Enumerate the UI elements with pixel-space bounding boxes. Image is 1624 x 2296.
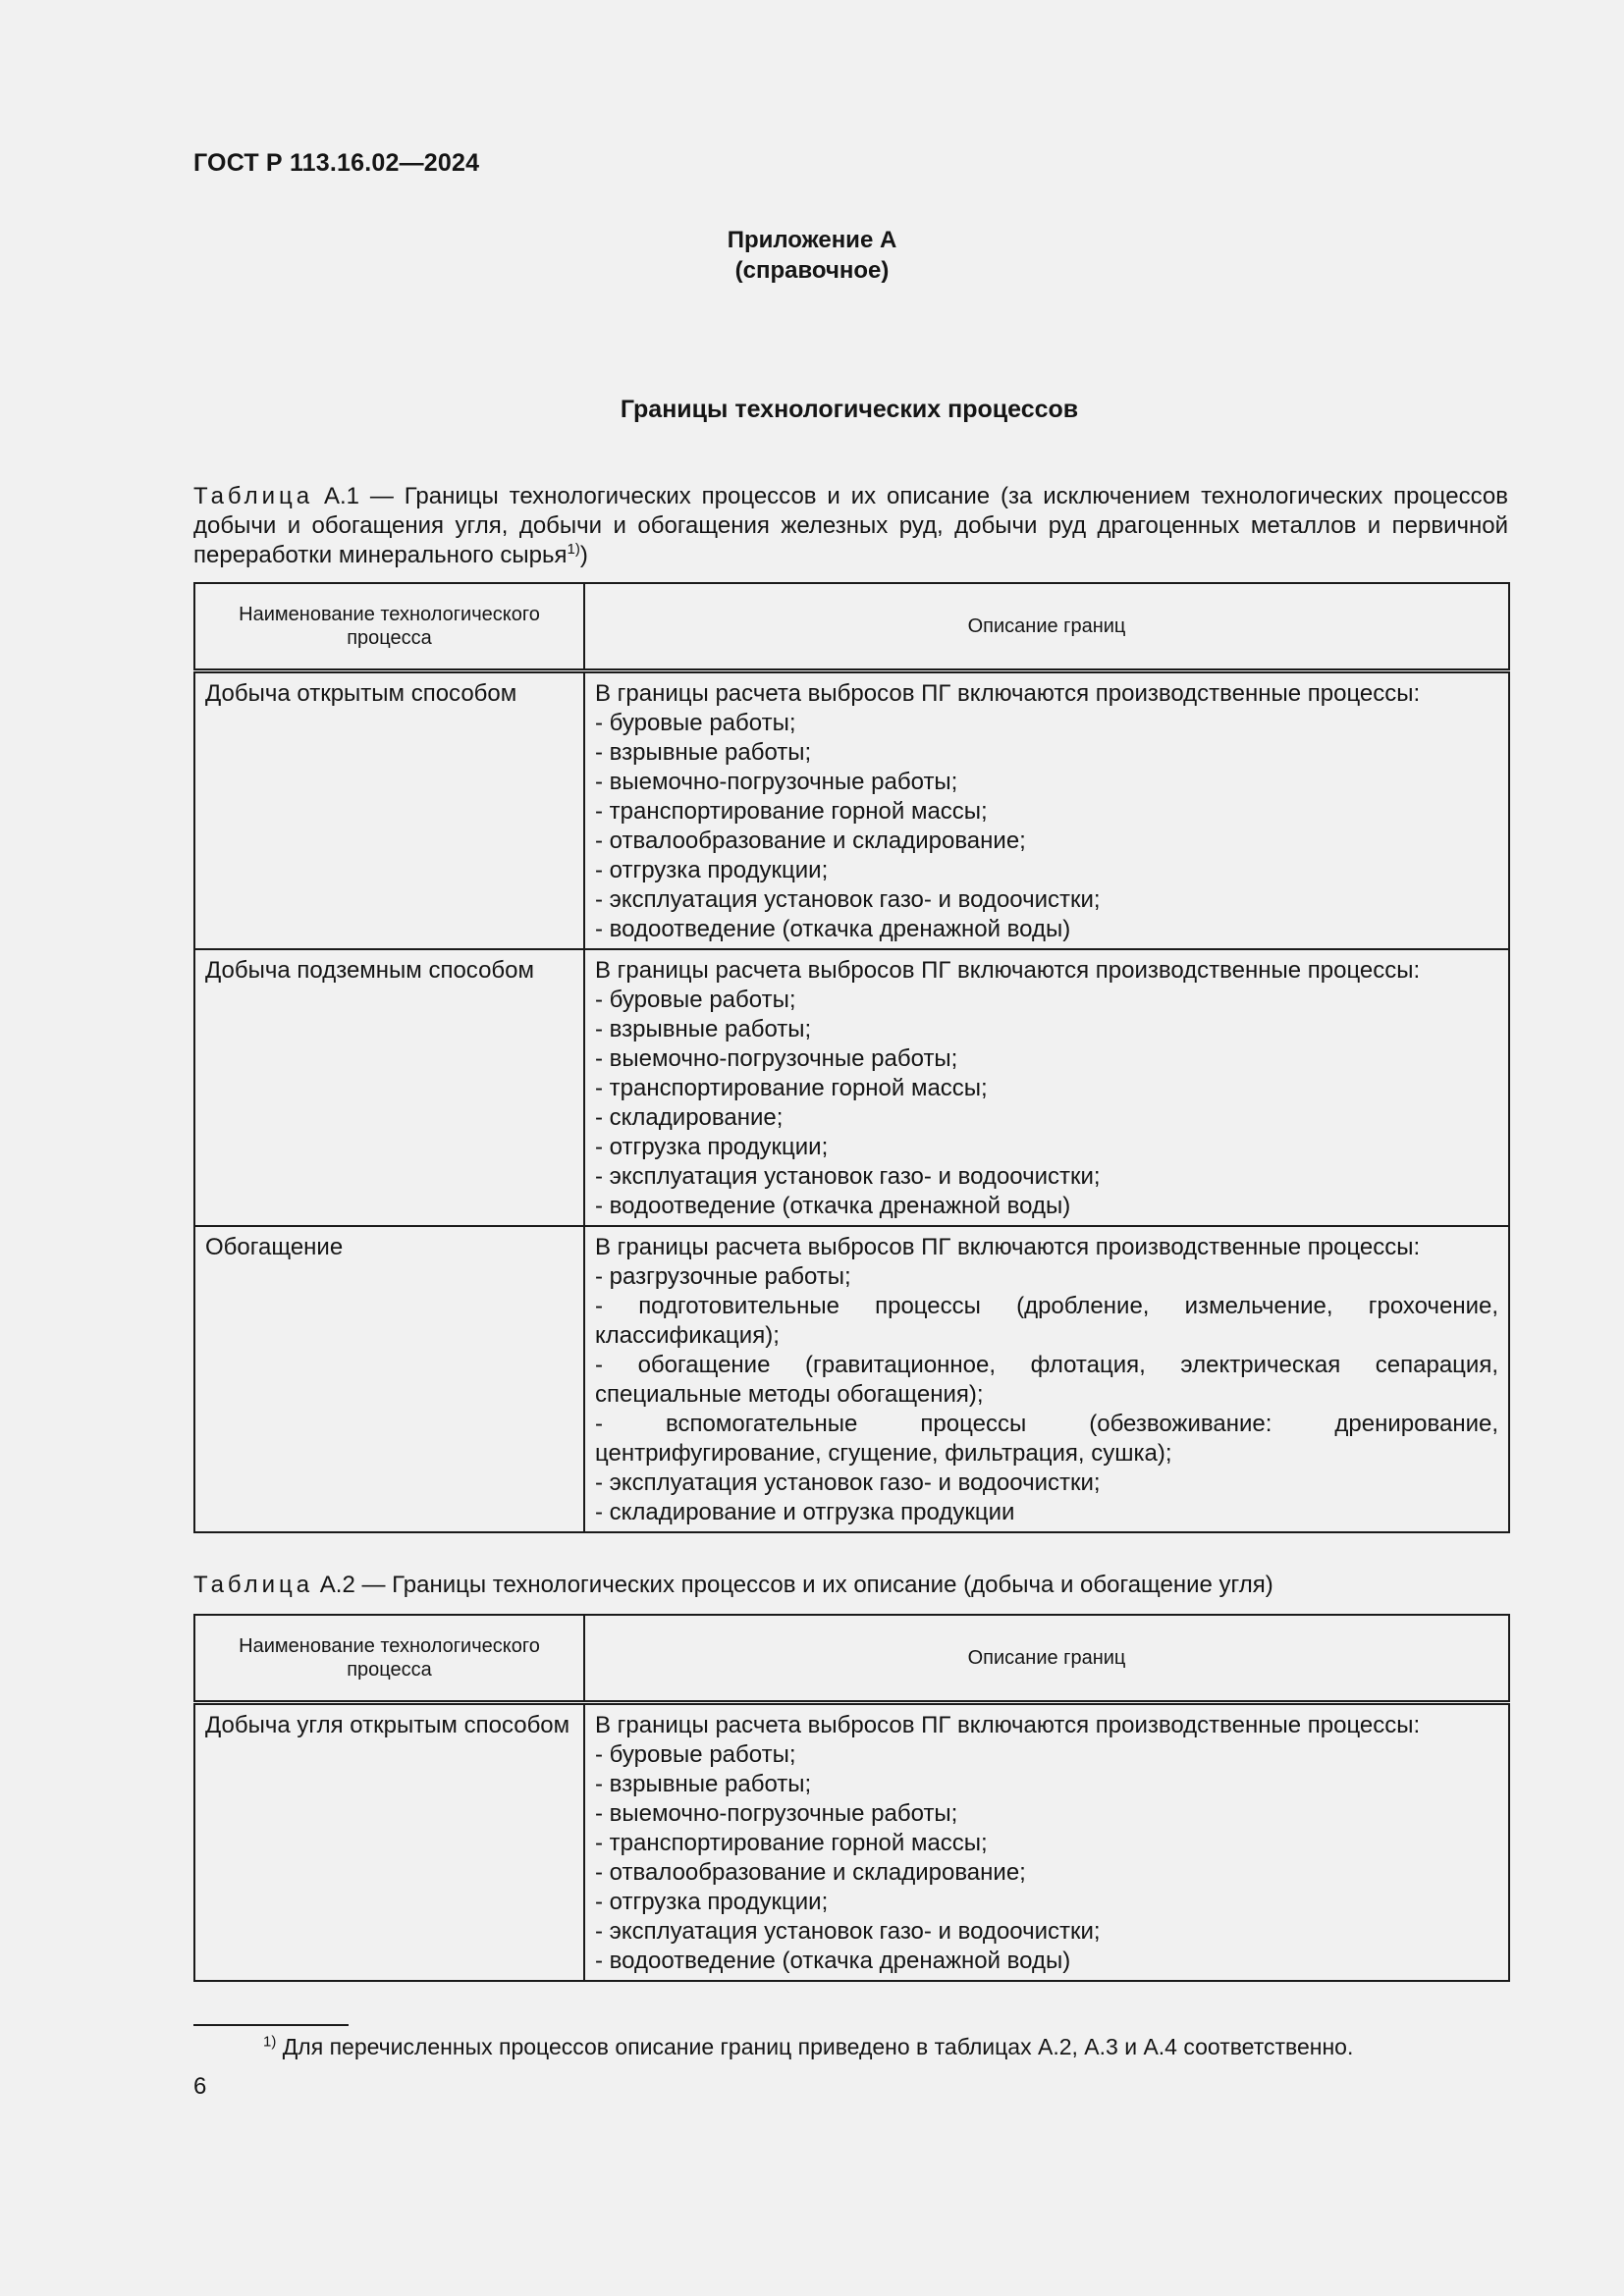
description-intro: В границы расчета выбросов ПГ включаются производственные процессы:: [595, 680, 1421, 707]
description-item: - складирование;: [595, 1104, 784, 1131]
table-a2-caption-label: Таблица: [193, 1572, 314, 1598]
footnote-text: Для перечисленных процессов описание границ приведено в таблицах А.2, А.3 и А.4 соответственно.: [276, 2034, 1354, 2059]
section-title: Границы технологических процессов: [620, 396, 1079, 423]
footnote-separator: [193, 2024, 349, 2026]
table-header-row: [194, 583, 1509, 671]
table-row: [194, 949, 1509, 1226]
page-number: 6: [193, 2073, 207, 2100]
column-header-description: Описание границ: [584, 1615, 1509, 1703]
description-item: - подготовительные процессы (дробление, измельчение, грохочение, классификация);: [595, 1293, 1498, 1349]
description-item: - водоотведение (откачка дренажной воды): [595, 1948, 1071, 1974]
description-cell: [584, 1703, 1509, 1982]
description-item: - взрывные работы;: [595, 1016, 812, 1042]
description-intro: В границы расчета выбросов ПГ включаются производственные процессы:: [595, 1712, 1421, 1738]
table-a2: [193, 1614, 1510, 1982]
description-item: - эксплуатация установок газо- и водоочистки;: [595, 1918, 1101, 1945]
description-item: - эксплуатация установок газо- и водоочистки;: [595, 1163, 1101, 1190]
table-a1-caption: [193, 482, 1508, 570]
footnote-mark: 1): [263, 2033, 277, 2051]
description-item: - транспортирование горной массы;: [595, 1075, 988, 1101]
description-item: - буровые работы;: [595, 710, 796, 736]
description-item: - выемочно-погрузочные работы;: [595, 1800, 958, 1827]
document-code: ГОСТ Р 113.16.02—2024: [193, 149, 480, 177]
table-row: [194, 671, 1509, 950]
appendix-title: Приложение А: [727, 227, 897, 253]
description-item: - эксплуатация установок газо- и водоочистки;: [595, 886, 1101, 913]
description-item: - отвалообразование и складирование;: [595, 828, 1026, 854]
appendix-kind: (справочное): [734, 257, 890, 284]
description-item: - эксплуатация установок газо- и водоочистки;: [595, 1469, 1101, 1496]
description-item: - взрывные работы;: [595, 739, 812, 766]
process-name-cell: Добыча угля открытым способом: [194, 1703, 584, 1982]
description-item: - выемочно-погрузочные работы;: [595, 1045, 958, 1072]
description-item: - отвалообразование и складирование;: [595, 1859, 1026, 1886]
table-a2-caption: [193, 1571, 1508, 1600]
table-a1: [193, 582, 1510, 1533]
table-a1-caption-end: ): [579, 542, 588, 568]
description-item: - разгрузочные работы;: [595, 1263, 851, 1290]
description-item: - отгрузка продукции;: [595, 1889, 829, 1915]
table-row: [194, 1703, 1509, 1982]
table-a1-caption-footnote-ref: 1): [567, 541, 580, 558]
description-item: - водоотведение (откачка дренажной воды): [595, 916, 1071, 942]
table-a1-caption-label: Таблица: [193, 483, 314, 509]
description-cell: [584, 1226, 1509, 1532]
table-a2-caption-text: А.2 — Границы технологических процессов и их описание (добыча и обогащение угля): [313, 1572, 1273, 1598]
description-item: - отгрузка продукции;: [595, 1134, 829, 1160]
description-item: - взрывные работы;: [595, 1771, 812, 1797]
description-item: - транспортирование горной массы;: [595, 1830, 988, 1856]
description-item: - водоотведение (откачка дренажной воды): [595, 1193, 1071, 1219]
process-name-cell: Добыча подземным способом: [194, 949, 584, 1226]
description-item: - буровые работы;: [595, 987, 796, 1013]
column-header-description: Описание границ: [584, 583, 1509, 671]
description-item: - выемочно-погрузочные работы;: [595, 769, 958, 795]
footnote: [263, 2032, 1353, 2061]
description-item: - вспомогательные процессы (обезвоживание: дренирование, центрифугирование, сгущение, фильтрация, сушка);: [595, 1411, 1498, 1467]
column-header-process-name: Наименование технологического процесса: [194, 583, 584, 671]
description-intro: В границы расчета выбросов ПГ включаются производственные процессы:: [595, 1234, 1421, 1260]
description-item: - отгрузка продукции;: [595, 857, 829, 883]
description-item: - обогащение (гравитационное, флотация, электрическая сепарация, специальные методы обогащения);: [595, 1352, 1498, 1408]
table-row: [194, 1226, 1509, 1532]
description-cell: [584, 671, 1509, 950]
description-cell: [584, 949, 1509, 1226]
table-header-row: [194, 1615, 1509, 1703]
description-item: - буровые работы;: [595, 1741, 796, 1768]
table-a1-caption-text: А.1 — Границы технологических процессов и их описание (за исключением технологических процессов добычи и обогащения угля, добычи и обогащения железных руд, добычи руд драгоценных металлов и первичной переработки минерального сырья: [193, 483, 1508, 568]
description-item: - складирование и отгрузка продукции: [595, 1499, 1015, 1525]
process-name-cell: Обогащение: [194, 1226, 584, 1532]
process-name-cell: Добыча открытым способом: [194, 671, 584, 950]
description-item: - транспортирование горной массы;: [595, 798, 988, 825]
column-header-process-name: Наименование технологического процесса: [194, 1615, 584, 1703]
description-intro: В границы расчета выбросов ПГ включаются производственные процессы:: [595, 957, 1421, 984]
